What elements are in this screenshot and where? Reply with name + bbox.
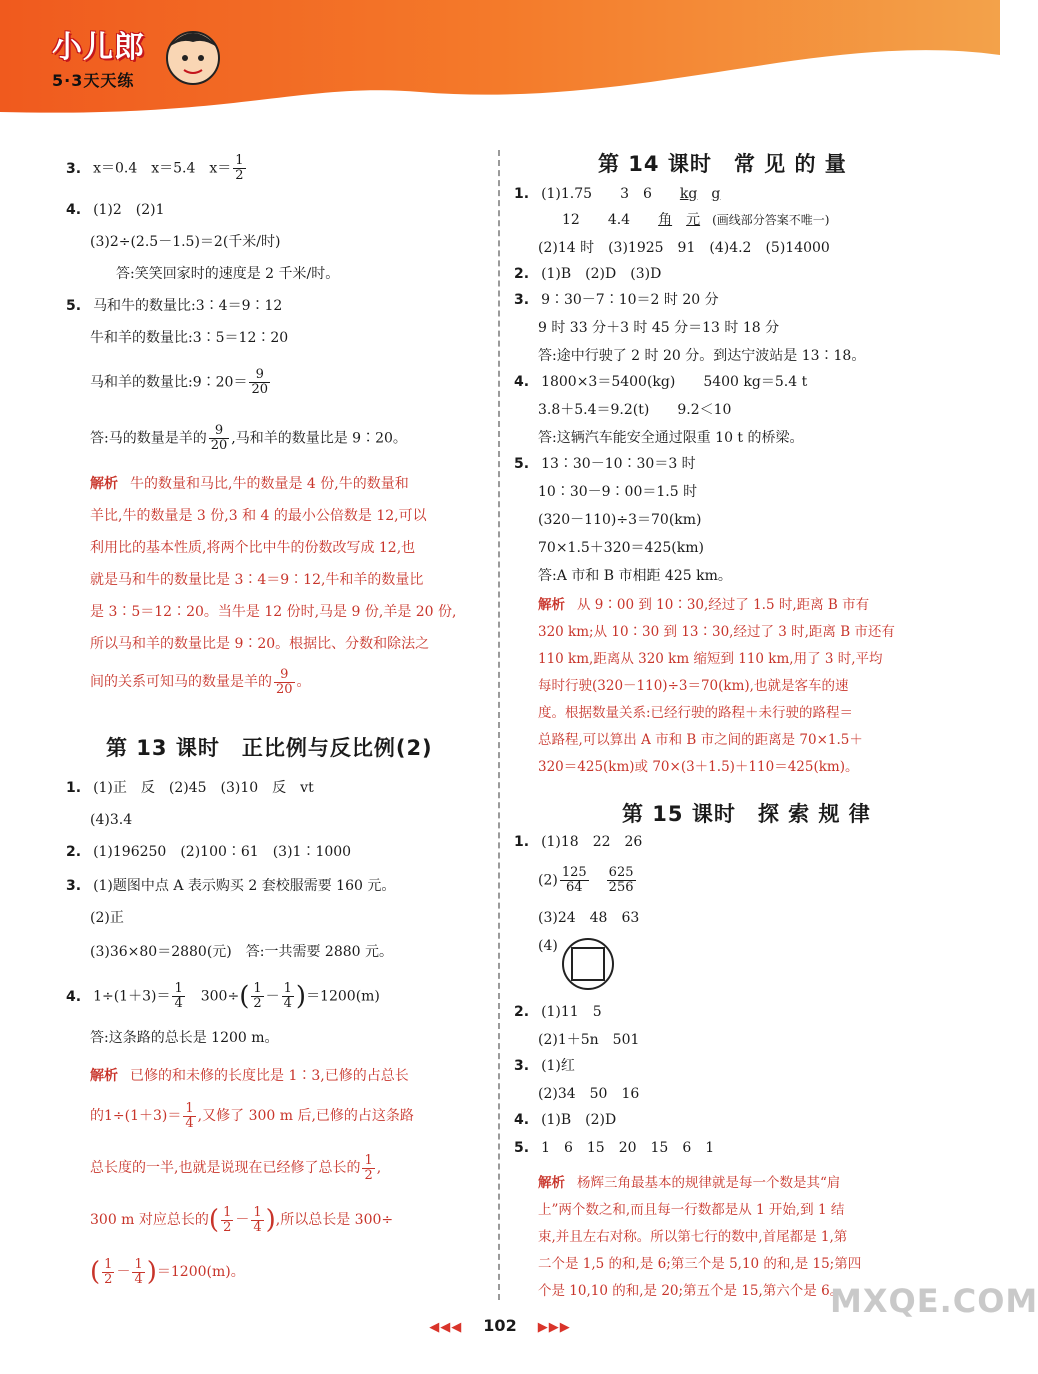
r-answer-4b: 3.8＋5.4＝9.2(t) 9.2＜10 xyxy=(538,402,732,418)
answer-3: 3. x＝0.4 x＝5.4 x＝ $\frac{1}{2}$ xyxy=(66,153,244,183)
l13-answer-1: 1. (1)正 反 (2)45 (3)10 反 vt xyxy=(66,780,314,796)
p-answer-1d: (4) xyxy=(538,938,558,954)
answer-5-line-4: 答:马的数量是羊的 $\frac{9}{20}$ ,马和羊的数量比是 9∶20。 xyxy=(90,423,407,453)
r-answer-4a: 4. 1800×3＝5400(kg) 5400 kg＝5.4 t xyxy=(514,374,808,390)
analysis-block-1: 解析 牛的数量和马比,牛的数量是 4 份,牛的数量和 羊比,牛的数量是 3 份,3 和 4 的最小公倍数是 12,可以 利用比的基本性质,将两个比中牛的份数改写成 12,也 就是马和牛的数量比是 3∶4＝9∶12,牛和羊的数量比 是 3∶5＝12∶20。当牛是 12 份时,马是 9 份,羊是 20 份, 所以马和羊的数量比是 9∶20。根据比、分数和除法之 间的关系可知马的数量是羊的 $\frac{9}{20}$ 。 xyxy=(90,476,457,697)
p-answer-3b: (2)34 50 16 xyxy=(538,1086,640,1102)
lesson-15-heading: 第 15 课时 探 索 规 律 xyxy=(622,802,871,826)
l13-answer-4: 4. 1÷(1＋3)＝ $\frac{1}{4}$ 300÷( $\frac{1}{2}$ － $\frac{1}{4}$ )＝1200(m) xyxy=(66,981,380,1012)
r-answer-1a: 1. (1)1.75 3 6 kg g xyxy=(514,186,721,202)
watermark: MXQE.COM xyxy=(830,1282,1038,1320)
circle-square-figure xyxy=(560,936,616,992)
answer-4-line-2: (3)2÷(2.5－1.5)＝2(千米/时) xyxy=(90,234,281,250)
page-footer xyxy=(0,1316,1000,1335)
r-answer-5b: 10∶30－9∶00＝1.5 时 xyxy=(538,484,698,500)
analysis-block-3: 解析 从 9∶00 到 10∶30,经过了 1.5 时,距离 B 市有 320 km;从 10∶30 到 13∶30,经过了 3 时,距离 B 市还有 110 km,距离从 320 km 缩短到 110 km,用了 3 时,平均 每时行驶(320－110)÷3＝70(km),也就是客车的速 度。根据数量关系:已经行驶的路程＋未行驶的路程＝ 总路程,可以算出 A 市和 B 市之间的距离是 70×1.5＋ 320＝425(km)或 70×(3＋1.5)＋110＝425(km)。 xyxy=(538,597,895,775)
answer-4-line-1: 4. (1)2 (2)1 xyxy=(66,202,165,218)
brand-series: 5·3天天练 xyxy=(52,71,135,90)
r-answer-5e: 答:A 市和 B 市相距 425 km。 xyxy=(538,568,732,584)
header-banner xyxy=(0,0,1000,120)
r-answer-5c: (320－110)÷3＝70(km) xyxy=(538,512,702,528)
p-answer-5: 5. 1 6 15 20 15 6 1 xyxy=(514,1140,715,1156)
p-answer-1c: (3)24 48 63 xyxy=(538,910,640,926)
r-answer-5a: 5. 13∶30－10∶30＝3 时 xyxy=(514,456,696,472)
banner-background xyxy=(0,0,1000,120)
answer-5-line-1: 5. 马和牛的数量比:3∶4＝9∶12 xyxy=(66,298,283,314)
lesson-14-heading: 第 14 课时 常 见 的 量 xyxy=(598,152,847,176)
p-answer-3a: 3. (1)红 xyxy=(514,1058,575,1074)
r-answer-5d: 70×1.5＋320＝425(km) xyxy=(538,540,704,556)
analysis-block-4: 解析 杨辉三角最基本的规律就是每一个数是其“肩 上”两个数之和,而且每一行数都是从 1 开始,到 1 结 束,并且左右对称。所以第七行的数中,首尾都是 1,第 二个是 1,5 的和,是 6;第三个是 5,10 的和,是 15;第四 个是 10,10 的和,是 20;第五个是 15,第六个是 6。 xyxy=(538,1175,862,1299)
r-answer-3c: 答:途中行驶了 2 时 20 分。到达宁波站是 13∶18。 xyxy=(538,348,866,364)
lesson-13-heading: 第 13 课时 正比例与反比例(2) xyxy=(106,736,433,760)
l13-answer-2: 2. (1)196250 (2)100∶61 (3)1∶1000 xyxy=(66,844,352,860)
r-answer-1b: 12 4.4 角 元 (画线部分答案不唯一) xyxy=(562,212,830,228)
analysis-block-2: 解析 已修的和未修的长度比是 1∶3,已修的占总长 的1÷(1＋3)＝ $\frac{1}{4}$ ,又修了 300 m 后,已修的占这条路 总长度的一半,也就是说现在已经修了总长的 $\frac{1}{2}$ , 300 m 对应总长的( $\frac{1}{2}$ － $\frac{1}{4}$ ),所以总长是 300÷ ( $\frac{1}{2}$ － $\frac{1}{4}$ )＝1200(m)。 xyxy=(90,1068,414,1287)
r-answer-1c: (2)14 时 (3)1925 91 (4)4.2 (5)14000 xyxy=(538,240,830,256)
r-answer-2: 2. (1)B (2)D (3)D xyxy=(514,266,662,282)
l13-answer-4-ans: 答:这条路的总长是 1200 m。 xyxy=(90,1030,279,1046)
left-arrows-icon: ◀◀◀ xyxy=(429,1320,463,1335)
r-answer-4c: 答:这辆汽车能安全通过限重 10 t 的桥梁。 xyxy=(538,430,804,446)
p-answer-1a: 1. (1)18 22 26 xyxy=(514,834,643,850)
answer-4-line-3: 答:笑笑回家时的速度是 2 千米/时。 xyxy=(116,266,340,282)
logo xyxy=(52,22,145,91)
l13-answer-3a: 3. (1)题图中点 A 表示购买 2 套校服需要 160 元。 xyxy=(66,878,396,894)
answer-5-line-2: 牛和羊的数量比:3∶5＝12∶20 xyxy=(90,330,289,346)
r-answer-3a: 3. 9∶30－7∶10＝2 时 20 分 xyxy=(514,292,719,308)
r-answer-3b: 9 时 33 分＋3 时 45 分＝13 时 18 分 xyxy=(538,320,780,336)
column-divider xyxy=(498,150,500,1300)
l13-answer-3b: (2)正 xyxy=(90,910,124,926)
p-answer-2b: (2)1＋5n 501 xyxy=(538,1032,640,1048)
p-answer-2a: 2. (1)11 5 xyxy=(514,1004,602,1020)
answer-5-line-3: 马和羊的数量比:9∶20＝ $\frac{9}{20}$ xyxy=(90,367,268,397)
l13-answer-1b: (4)3.4 xyxy=(90,812,133,828)
l13-answer-3c: (3)36×80＝2880(元) 答:一共需要 2880 元。 xyxy=(90,944,393,960)
page-number: 102 xyxy=(483,1316,517,1335)
p-answer-1b: (2) $\frac{125}{64}$ $\frac{625}{256}$ xyxy=(538,865,634,895)
p-answer-4: 4. (1)B (2)D xyxy=(514,1112,617,1128)
right-arrows-icon: ▶▶▶ xyxy=(537,1320,571,1335)
brand-title: 小儿郎 xyxy=(52,30,145,65)
